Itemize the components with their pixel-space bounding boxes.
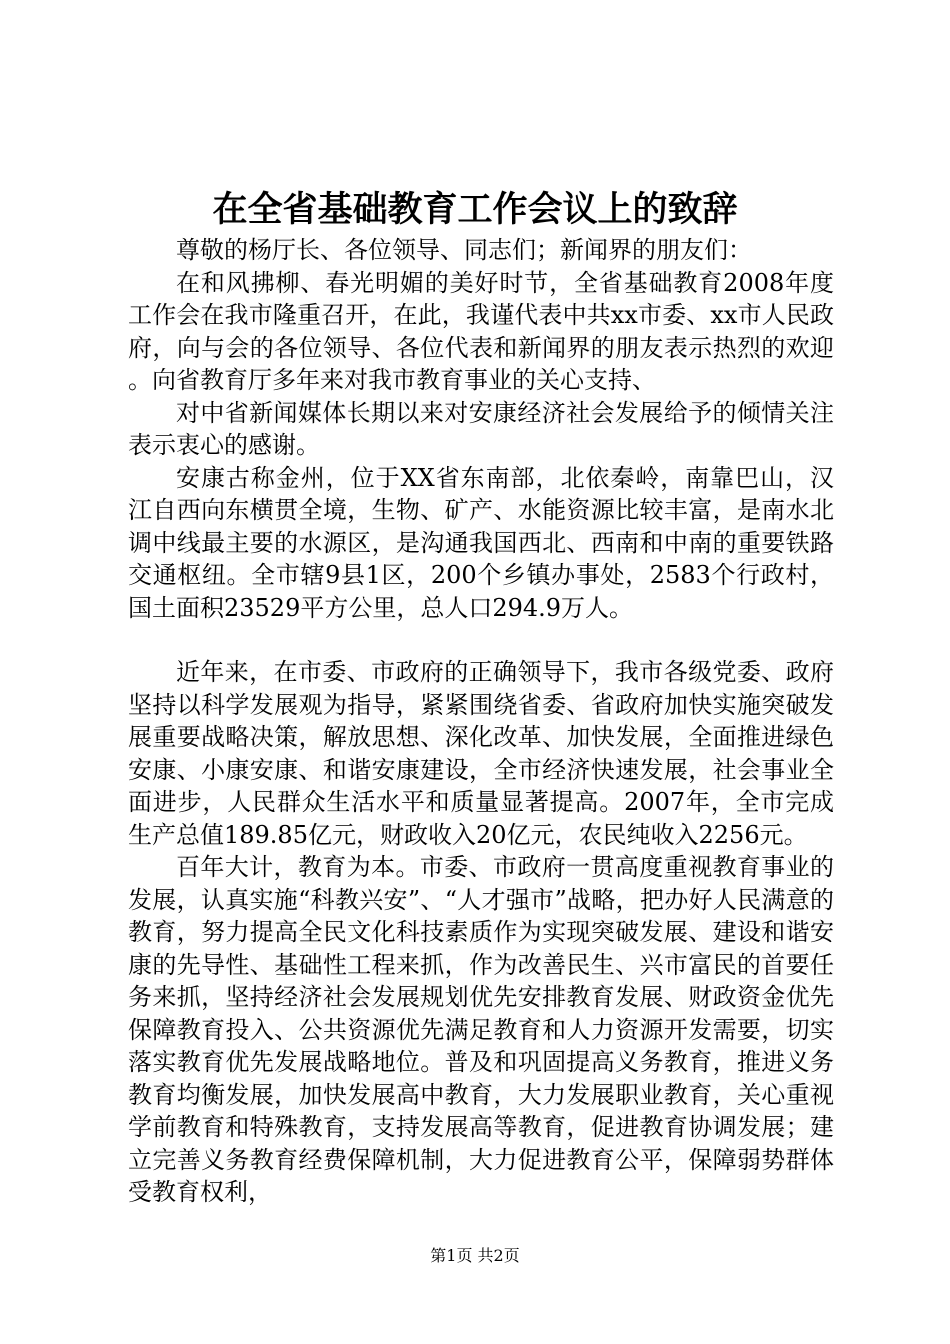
development-paragraph: 近年来，在市委、市政府的正确领导下，我市各级党委、政府坚持以科学发展观为指导，紧紧围绕省委、省政府加快实施突破发展重要战略决策，解放思想、深化改革、加快发展，全面推进绿色安康、小康安康、和谐安康建设，全市经济快速发展，社会事业全面进步，人民群众生活水平和质量显著提高。2007年，全市完成生产总值189.85亿元，财政收入20亿元，农民纯收入2256元。 <box>128 658 834 849</box>
page-number-footer: 第1页 共2页 <box>430 1246 520 1265</box>
salutation-paragraph: 尊敬的杨厅长、各位领导、同志们；新闻界的朋友们： <box>176 236 752 264</box>
thanks-paragraph: 对中省新闻媒体长期以来对安康经济社会发展给予的倾情关注表示衷心的感谢。 <box>128 398 834 459</box>
document-title: 在全省基础教育工作会议上的致辞 <box>212 189 738 230</box>
welcome-paragraph: 在和风拂柳、春光明媚的美好时节，全省基础教育2008年度工作会在我市隆重召开，在此，我谨代表中共xx市委、xx市人民政府，向与会的各位领导、各位代表和新闻界的朋友表示热烈的欢迎。向省教育厅多年来对我市教育事业的关心支持、 <box>128 268 834 394</box>
document-body <box>128 234 834 1209</box>
city-intro-paragraph: 安康古称金州，位于XX省东南部，北依秦岭，南靠巴山，汉江自西向东横贯全境，生物、矿产、水能资源比较丰富，是南水北调中线最主要的水源区，是沟通我国西北、西南和中南的重要铁路交通枢纽。全市辖9县1区，200个乡镇办事处，2583个行政村，国土面积23529平方公里，总人口294.9万人。 <box>128 463 834 622</box>
paragraph-spacer <box>128 624 834 656</box>
education-paragraph: 百年大计，教育为本。市委、市政府一贯高度重视教育事业的发展，认真实施“科教兴安”、“人才强市”战略，把办好人民满意的教育，努力提高全民文化科技素质作为实现突破发展、建设和谐安康的先导性、基础性工程来抓，作为改善民生、兴市富民的首要任务来抓，坚持经济社会发展规划优先安排教育发展、财政资金优先保障教育投入、公共资源优先满足教育和人力资源开发需要，切实落实教育优先发展战略地位。普及和巩固提高义务教育，推进义务教育均衡发展，加快发展高中教育，大力发展职业教育，关心重视学前教育和特殊教育，支持发展高等教育，促进教育协调发展；建立完善义务教育经费保障机制，大力促进教育公平，保障弱势群体受教育权利， <box>128 853 834 1206</box>
